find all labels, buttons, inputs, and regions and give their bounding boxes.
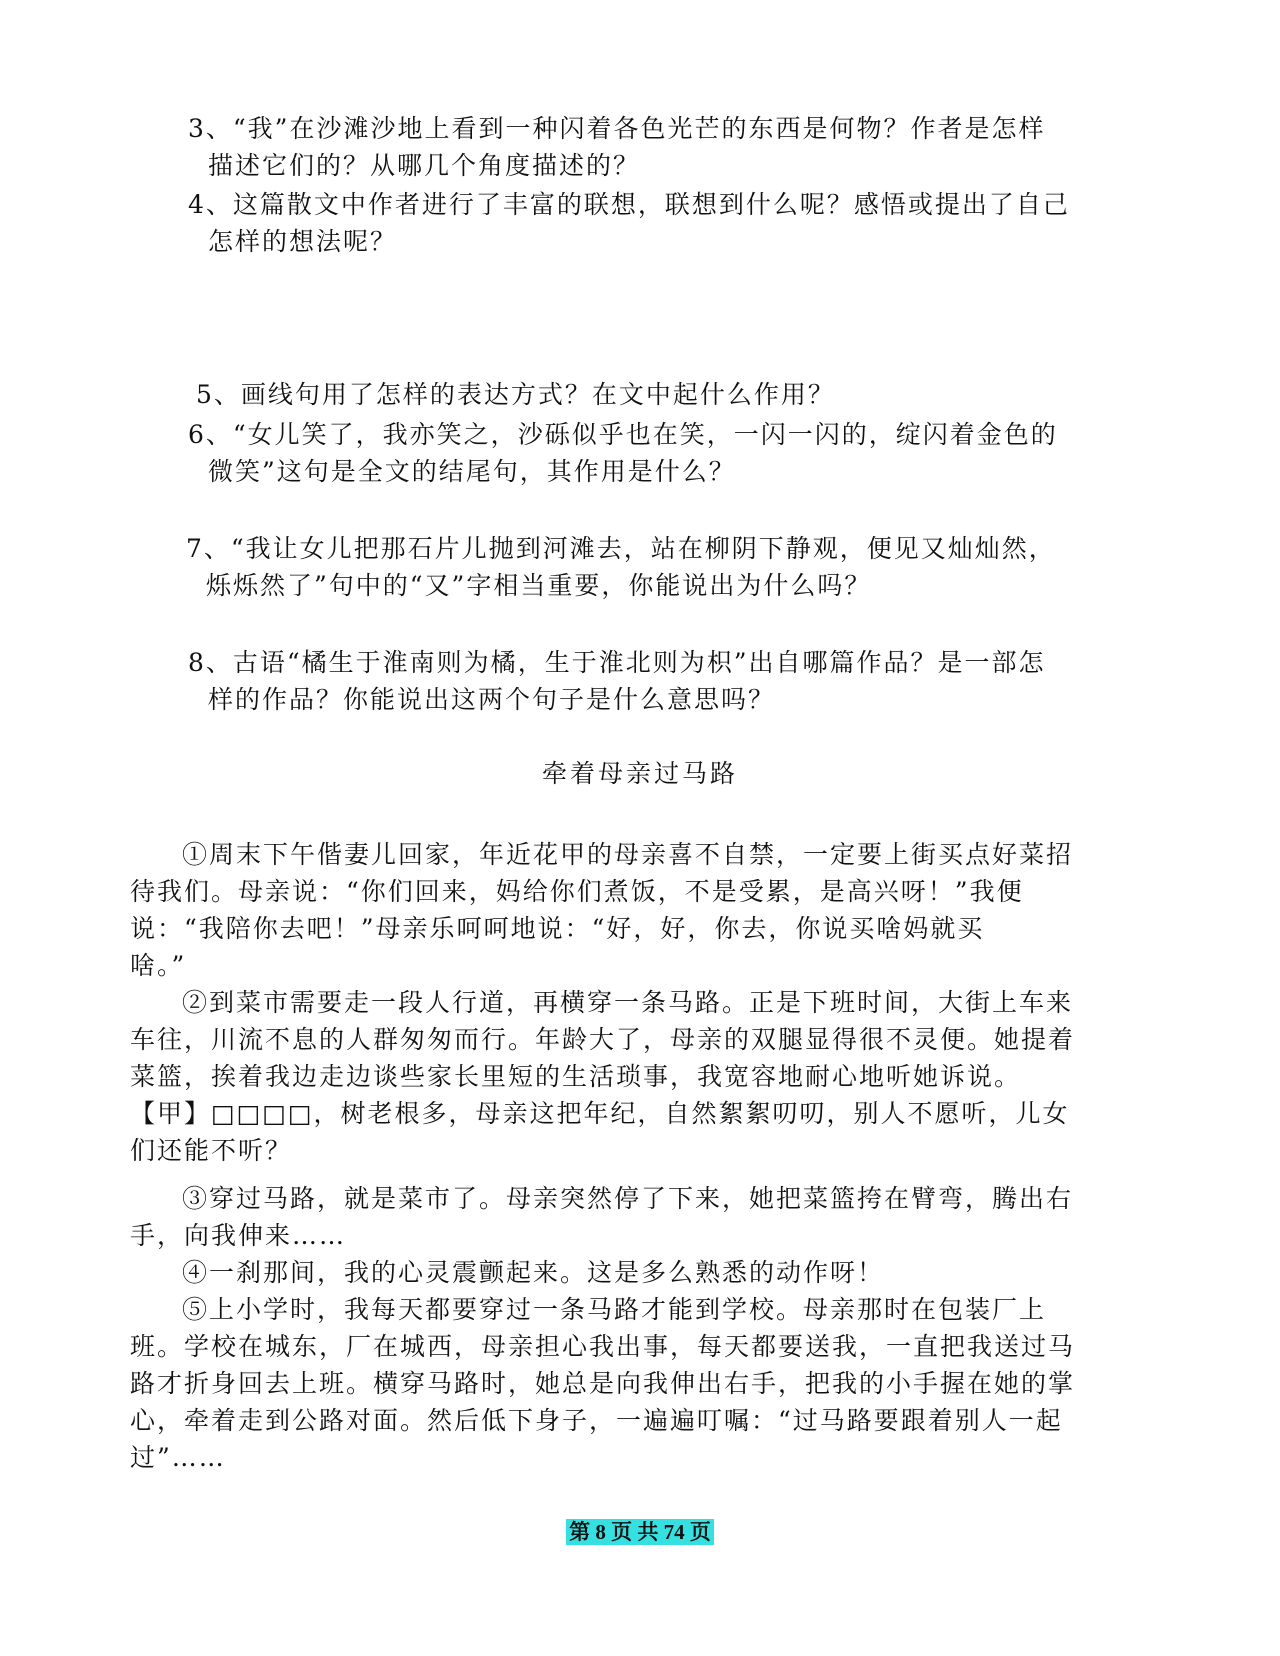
question-8-line-2: 样的作品？你能说出这两个句子是什么意思吗？ <box>208 685 776 714</box>
paragraph-line: ④一刹那间，我的心灵震颤起来。这是多么熟悉的动作呀！ <box>182 1258 885 1287</box>
page-footer <box>0 1518 1280 1546</box>
paragraph-line: 啥。” <box>130 951 187 980</box>
paragraph-line: 心，牵着走到公路对面。然后低下身子，一遍遍叮嘱：“过马路要跟着别人一起 <box>130 1406 1063 1435</box>
question-7 <box>186 530 1056 604</box>
paragraph-line: 【甲】□□□□，树老根多，母亲这把年纪，自然絮絮叨叨，别人不愿听，儿女 <box>130 1099 1070 1128</box>
paragraph-line: ②到菜市需要走一段人行道，再横穿一条马路。正是下班时间，大街上车来 <box>182 988 1074 1017</box>
paragraph-line: ③穿过马路，就是菜市了。母亲突然停了下来，她把菜篮挎在臂弯，腾出右 <box>182 1184 1074 1213</box>
question-3 <box>188 110 1045 184</box>
page-number-label: 第 8 页 共 74 页 <box>566 1519 714 1545</box>
question-6-line-2: 微笑”这句是全文的结尾句，其作用是什么？ <box>208 457 736 486</box>
paragraph-line: ①周末下午偕妻儿回家，年近花甲的母亲喜不自禁，一定要上街买点好菜招 <box>182 840 1074 869</box>
paragraph-line: 菜篮，挨着我边走边谈些家长里短的生活琐事，我宽容地耐心地听她诉说。 <box>130 1062 1022 1091</box>
paragraph-line: 待我们。母亲说：“你们回来，妈给你们煮饭，不是受累，是高兴呀！”我便 <box>130 877 1024 906</box>
paragraph-1 <box>130 836 1154 984</box>
paragraph-3 <box>130 1180 1154 1254</box>
question-6-line-1: 6、“女儿笑了，我亦笑之，沙砾似乎也在笑，一闪一闪的，绽闪着金色的 <box>188 420 1058 449</box>
paragraph-line: ⑤上小学时，我每天都要穿过一条马路才能到学校。母亲那时在包装厂上 <box>182 1295 1047 1324</box>
paragraph-line: 说：“我陪你去吧！”母亲乐呵呵地说：“好，好，你去，你说买啥妈就买 <box>130 914 985 943</box>
question-5 <box>196 376 835 413</box>
question-4 <box>188 186 1070 260</box>
paragraph-5 <box>130 1291 1154 1476</box>
question-5-line-1: 5、画线句用了怎样的表达方式？在文中起什么作用？ <box>196 380 835 409</box>
article-title: 牵着母亲过马路 <box>541 759 738 788</box>
question-7-line-1: 7、“我让女儿把那石片儿抛到河滩去，站在柳阴下静观，便见又灿灿然， <box>186 534 1056 563</box>
question-4-line-2: 怎样的想法呢？ <box>208 227 398 256</box>
question-8-line-1: 8、古语“橘生于淮南则为橘，生于淮北则为枳”出自哪篇作品？是一部怎 <box>188 648 1046 677</box>
paragraph-line: 路才折身回去上班。横穿马路时，她总是向我伸出右手，把我的小手握在她的掌 <box>130 1369 1076 1398</box>
question-8 <box>188 644 1045 718</box>
question-6 <box>188 416 1058 490</box>
paragraph-line: 们还能不听？ <box>130 1136 293 1165</box>
question-3-line-1: 3、“我”在沙滩沙地上看到一种闪着各色光芒的东西是何物？作者是怎样 <box>188 114 1046 143</box>
paragraph-line: 班。学校在城东，厂在城西，母亲担心我出事，每天都要送我，一直把我送过马 <box>130 1332 1076 1361</box>
question-4-line-1: 4、这篇散文中作者进行了丰富的联想，联想到什么呢？感悟或提出了自己 <box>188 190 1070 219</box>
paragraph-4 <box>130 1254 1154 1291</box>
question-3-line-2: 描述它们的？从哪几个角度描述的？ <box>208 151 641 180</box>
paragraph-line: 车往，川流不息的人群匆匆而行。年龄大了，母亲的双腿显得很不灵便。她提着 <box>130 1025 1076 1054</box>
question-7-line-2: 烁烁然了”句中的“又”字相当重要，你能说出为什么吗？ <box>206 571 872 600</box>
paragraph-line: 过”…… <box>130 1443 226 1472</box>
paragraph-2 <box>130 984 1154 1169</box>
paragraph-line: 手，向我伸来…… <box>130 1221 347 1250</box>
